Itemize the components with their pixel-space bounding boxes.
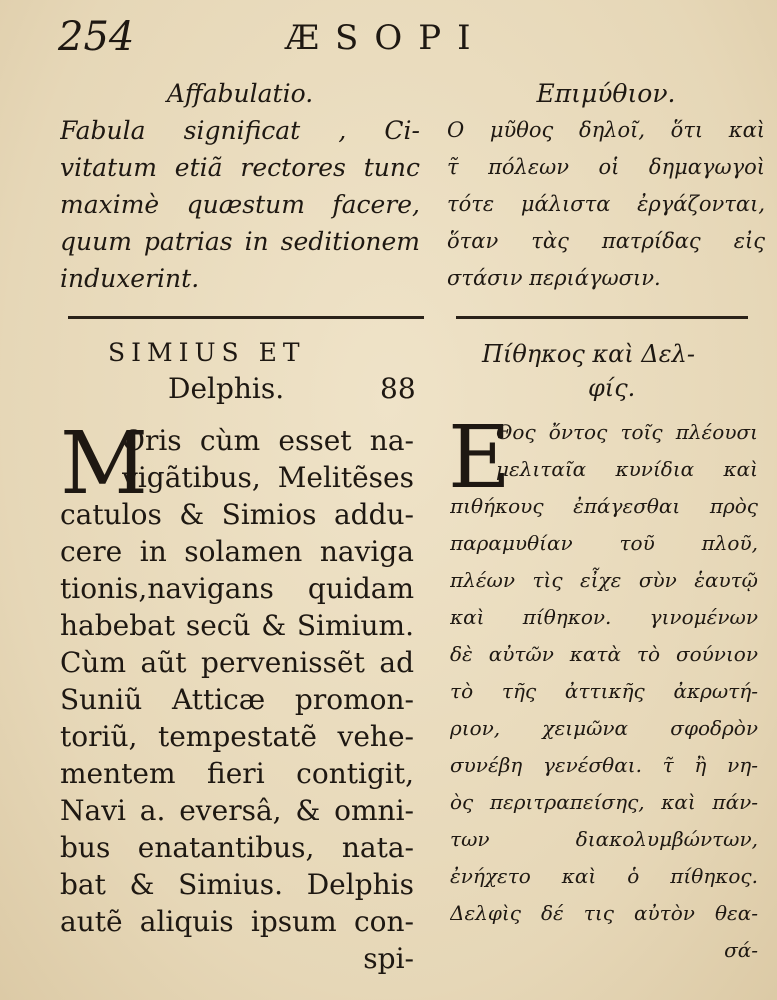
- latin-moral-heading: Affabulatio.: [166, 79, 314, 108]
- latin-fable-title: SIMIUS ET: [108, 338, 306, 367]
- greek-indented-lines: [496, 414, 758, 488]
- greek-body-line: των διακολυμβώντων,: [450, 827, 758, 851]
- latin-moral-line: induxerint.: [60, 264, 200, 293]
- greek-body-line: παραμυθίαν τοῦ πλοῦ,: [450, 531, 758, 555]
- latin-moral-line: quum patrias in seditionem: [60, 227, 420, 256]
- greek-body-line: ὸς περιτραπείσης, καὶ πάν-: [450, 790, 758, 814]
- greek-body-line: μελιταῖα κυνίδια καὶ: [496, 457, 758, 481]
- greek-moral: [447, 76, 765, 297]
- greek-body-line: τὸ τῆς ἀττικῆς ἀκρωτή-: [450, 679, 758, 703]
- latin-catchword: spi-: [363, 942, 414, 975]
- latin-fable-title-cont: Delphis.: [168, 372, 285, 405]
- latin-body-line: Suniũ Atticæ promon-: [60, 683, 414, 716]
- latin-body-line: mentem fieri contigit,: [60, 757, 414, 790]
- greek-moral-line: στάσιν περιάγωσιν.: [447, 266, 661, 290]
- latin-fable-body: [60, 496, 414, 977]
- greek-drop-cap: E: [448, 408, 511, 508]
- latin-moral-line: maximè quæstum facere,: [60, 190, 420, 219]
- latin-moral-line: Fabula significat , Ci-: [60, 116, 420, 145]
- fable-number: 88: [380, 372, 416, 405]
- latin-indented-lines: [122, 422, 414, 496]
- greek-moral-line: ὅταν τὰς πατρίδας εἰς: [447, 229, 765, 253]
- latin-body-line: tionis,navigans quidam: [60, 572, 414, 605]
- latin-body-line: vigãtibus, Melitẽses: [122, 461, 414, 494]
- latin-body-line: cere in solamen naviga: [60, 535, 414, 568]
- greek-body-line: ριον, χειμῶνα σφοδρὸν: [450, 716, 758, 740]
- greek-fable-body: [450, 488, 758, 969]
- latin-body-line: Navi a. eversâ, & omni-: [60, 794, 414, 827]
- page-number: 254: [58, 14, 135, 60]
- latin-drop-cap: M: [60, 414, 149, 514]
- greek-moral-heading: Επιμύθιον.: [536, 79, 676, 108]
- greek-fable-title: Πίθηκος καὶ Δελ-: [482, 340, 695, 368]
- greek-body-line: πλέων τὶς εἶχε σὺν ἑαυτῷ: [450, 568, 758, 592]
- greek-body-line: ἐνήχετο καὶ ὁ πίθηκος.: [450, 864, 758, 888]
- running-title: ÆSOPI: [285, 18, 487, 58]
- greek-body-line: συνέβη γενέσθαι. τ̃ ἢ νη-: [450, 753, 758, 777]
- greek-section-rule: [456, 316, 748, 319]
- greek-body-line: δὲ αὐτῶν κατὰ τὸ σούνιον: [450, 642, 758, 666]
- greek-body-line: καὶ πίθηκον. γινομένων: [450, 605, 758, 629]
- greek-moral-line: τ̃ πόλεων οἱ δημαγωγοὶ: [447, 155, 765, 179]
- latin-body-line: toriũ, tempestatẽ vehe-: [60, 720, 414, 753]
- greek-moral-line: τότε μάλιστα ἐργάζονται,: [447, 192, 765, 216]
- latin-moral-line: vitatum etiã rectores tunc: [60, 153, 420, 182]
- latin-body-line: bat & Simius. Delphis: [60, 868, 414, 901]
- latin-moral: [60, 76, 420, 297]
- latin-body-line: Cùm aũt pervenissẽt ad: [60, 646, 414, 679]
- latin-body-line: bus enatantibus, nata-: [60, 831, 414, 864]
- greek-moral-line: Ο μῦθος δηλοῖ, ὅτι καὶ: [447, 118, 765, 142]
- greek-fable-title-cont: φίς.: [588, 374, 636, 402]
- greek-catchword: σά-: [724, 938, 758, 962]
- running-head: [0, 14, 777, 64]
- latin-section-rule: [68, 316, 424, 319]
- greek-body-line: πιθήκους ἐπάγεσθαι πρὸς: [450, 494, 758, 518]
- latin-body-line: Oris cùm esset na-: [122, 424, 414, 457]
- greek-body-line: Θος ὄντος τοῖς πλέουσι: [496, 420, 758, 444]
- greek-body-line: Δελφὶς δέ τις αὐτὸν θεα-: [450, 901, 758, 925]
- latin-body-line: autẽ aliquis ipsum con-: [60, 905, 414, 938]
- latin-body-line: catulos & Simios addu-: [60, 498, 414, 531]
- latin-body-line: habebat secũ & Simium.: [60, 609, 414, 642]
